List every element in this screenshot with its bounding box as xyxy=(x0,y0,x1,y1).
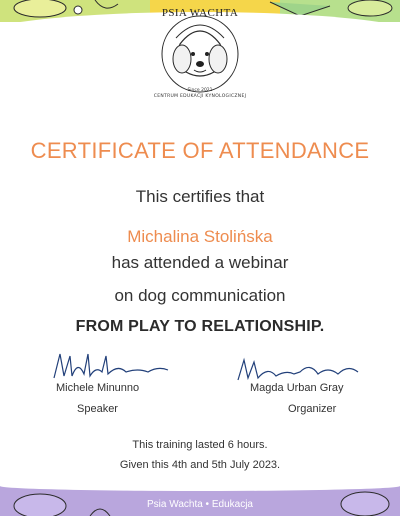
certifies-text: This certifies that xyxy=(135,187,265,206)
logo-since: Since 2021 xyxy=(187,88,213,93)
certificate-title: CERTIFICATE OF ATTENDANCE xyxy=(30,138,370,163)
signer-role-organizer: Organizer xyxy=(288,403,337,415)
bottom-decorative-banner xyxy=(0,486,400,516)
duration-text: This training lasted 6 hours. xyxy=(132,439,268,451)
signer-role-speaker: Speaker xyxy=(77,403,118,415)
signature-left xyxy=(48,346,178,386)
logo-title: PSIA WACHTA xyxy=(161,7,239,19)
webinar-headline: FROM PLAY TO RELATIONSHIP. xyxy=(75,318,325,335)
recipient-name: Michalina Stolińska xyxy=(127,227,273,246)
attended-text: has attended a webinar xyxy=(111,253,289,272)
signer-name-speaker: Michele Minunno xyxy=(56,382,140,394)
psia-wachta-logo xyxy=(150,4,250,104)
topic-text: on dog communication xyxy=(114,286,286,305)
given-date-text: Given this 4th and 5th July 2023. xyxy=(119,459,281,471)
bottom-banner-text: Psia Wachta • Edukacja xyxy=(147,499,253,510)
logo-subtitle: CENTRUM EDUKACJI KYNOLOGICZNEJ xyxy=(153,94,247,99)
signer-name-organizer: Magda Urban Gray xyxy=(250,382,344,394)
